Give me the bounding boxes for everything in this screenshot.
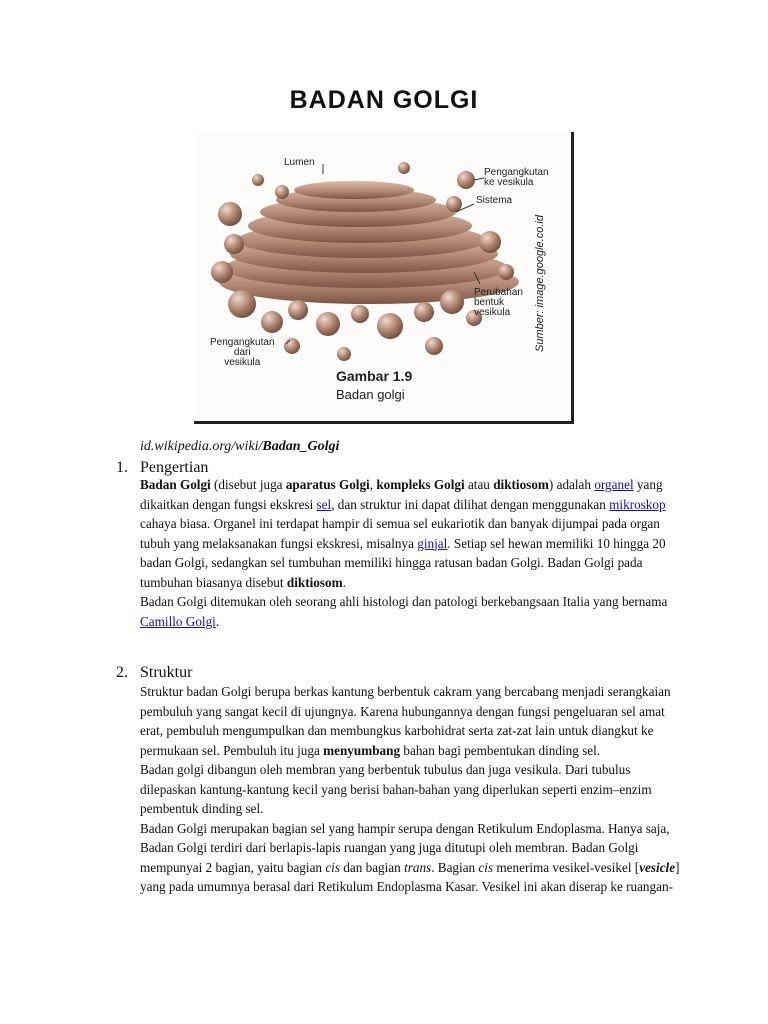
figure-caption-number: Gambar 1.9 (336, 368, 413, 384)
link-sel[interactable]: sel (316, 496, 332, 512)
section-title: Struktur (140, 664, 193, 681)
link-mikroskop[interactable]: mikroskop (609, 496, 666, 512)
cisternae-stack (219, 181, 519, 304)
golgi-figure (194, 132, 574, 424)
figure-border-bottom (194, 421, 574, 424)
figure-caption-name: Badan golgi (336, 387, 405, 402)
label-transport-from: Pengangkutan dari vesikula (210, 337, 275, 368)
label-lumen: Lumen (284, 157, 315, 168)
section-body-2 (140, 682, 680, 897)
page-title: BADAN GOLGI (289, 86, 479, 114)
paragraph: Struktur badan Golgi berupa berkas kantung berbentuk cakram yang bercabang menjadi serangkaian pembuluh yang sangat kecil di ujungnya. Karena hubungannya dengan fungsi pengeluaran sel amat erat, pembuluh mengumpulkan dan membungkus karbohidrat serta zat-zat lain untuk diangkut ke permukaan sel. Pembuluh itu juga menyumbang bahan bagi pembentukan dinding sel. (140, 684, 671, 758)
link-organel[interactable]: organel (594, 477, 634, 492)
section-number: 1. (116, 459, 128, 476)
paragraph: Badan golgi dibangun oleh membran yang berbentuk tubulus dan juga vesikula. Dari tubulus dilepaskan kantung-kantung kecil yang berisi bahan-bahan yang diperlukan seperti enzim–enzim pembentuk dinding sel. (140, 762, 652, 816)
figure-source: Sumber: image.google.co.id (534, 215, 546, 352)
paragraph: Badan Golgi merupakan bagian sel yang hampir serupa dengan Retikulum Endoplasma. Hanya saja, Badan Golgi terdiri dari berlapis-lapis ruangan yang juga ditutupi oleh membran. Badan Golgi mempunyai 2 bagian, yaitu bagian cis dan bagian trans. Bagian cis menerima vesikel-vesikel [vesicle] yang pada umumnya berasal dari Retikulum Endoplasma Kasar. Vesikel ini akan diserap ke ruangan- (140, 820, 680, 894)
label-shape-change: Perubahan bentuk vesikula (474, 287, 523, 318)
figure-border-right (571, 132, 574, 424)
section-number: 2. (116, 664, 128, 681)
label-transport-to: Pengangkutan ke vesikula (484, 167, 549, 188)
section-body-1 (140, 475, 680, 631)
section-title: Pengertian (140, 459, 209, 476)
paragraph: Badan Golgi ditemukan oleh seorang ahli histologi dan patologi berkebangsaan Italia yang bernama Camillo Golgi. (140, 594, 668, 629)
label-sistema: Sistema (476, 195, 513, 206)
paragraph: Badan Golgi (disebut juga aparatus Golgi, kompleks Golgi atau diktiosom) adalah organel yang dikaitkan dengan fungsi ekskresi sel, dan struktur ini dapat dilihat dengan menggunakan mikroskop cahaya biasa. Organel ini terdapat hampir di semua sel eukariotik dan banyak dijumpai pada organ tubuh yang melaksanakan fungsi ekskresi, misalnya ginjal. Setiap sel hewan memiliki 10 hingga 20 badan Golgi, sedangkan sel tumbuhan memiliki hingga ratusan badan Golgi. Badan Golgi pada tumbuhan biasanya disebut diktiosom. (140, 477, 666, 590)
source-credit: id.wikipedia.org/wiki/Badan_Golgi (140, 439, 340, 454)
link-camillo-golgi[interactable]: Camillo Golgi (140, 613, 216, 629)
link-ginjal[interactable]: ginjal (417, 535, 448, 551)
